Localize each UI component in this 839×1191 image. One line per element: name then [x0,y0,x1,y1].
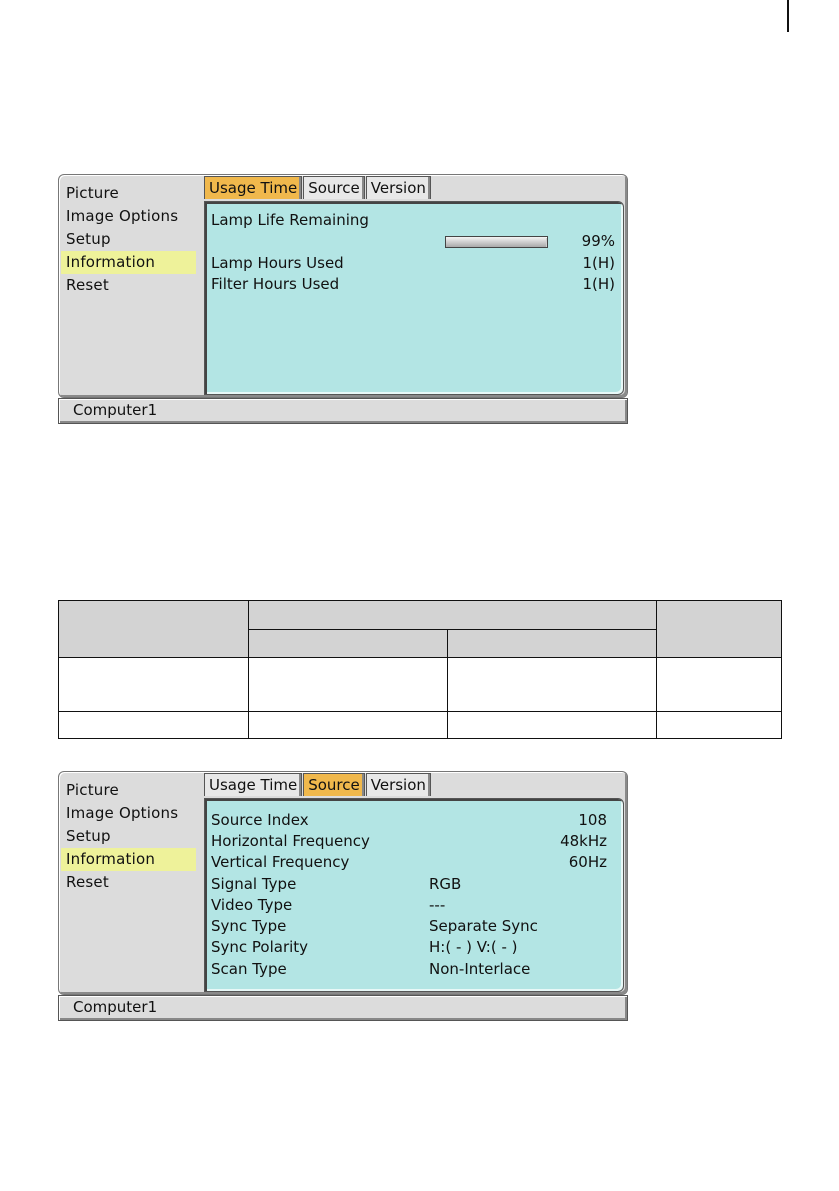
tab-source[interactable]: Source [303,176,365,199]
signal-type-value: RGB [429,875,462,893]
scan-type-label: Scan Type [211,960,287,978]
menu-item-image-options[interactable]: Image Options [66,207,179,225]
table-cell [58,657,249,712]
sync-polarity-label: Sync Polarity [211,938,309,956]
tab-bar [204,773,432,797]
menu-item-picture[interactable]: Picture [66,781,119,799]
left-menu [61,779,196,894]
table-cell [447,657,657,712]
menu-item-reset[interactable]: Reset [66,276,109,294]
table-cell [656,657,782,712]
table-header-cell [447,629,657,658]
table-cell [248,657,448,712]
vertical-frequency-label: Vertical Frequency [211,853,350,871]
horizontal-frequency-label: Horizontal Frequency [211,832,370,850]
video-type-value: --- [429,896,446,914]
table-header-cell [248,629,448,658]
menu-item-information[interactable]: Information [61,251,196,274]
horizontal-frequency-value: 48kHz [560,832,607,850]
table-cell [656,711,782,739]
sync-polarity-value: H:( - ) V:( - ) [429,938,518,956]
tab-usage-time[interactable]: Usage Time [204,773,302,796]
table-header-cell [656,600,782,658]
input-source-label: Computer1 [73,401,158,419]
sync-type-value: Separate Sync [429,917,538,935]
source-index-value: 108 [578,811,607,829]
signal-type-label: Signal Type [211,875,297,893]
filter-hours-value: 1(H) [582,275,615,293]
lamp-life-value: 99% [581,232,615,250]
sync-type-label: Sync Type [211,917,287,935]
scan-type-value: Non-Interlace [429,960,531,978]
video-type-label: Video Type [211,896,293,914]
left-menu [61,182,196,297]
table-cell [58,711,249,739]
lamp-life-bar [445,236,548,248]
status-bar [58,398,628,424]
lamp-life-bar-fill [446,237,546,247]
input-source-label: Computer1 [73,998,158,1016]
tab-version[interactable]: Version [366,176,431,199]
lamp-hours-value: 1(H) [582,254,615,272]
tab-usage-time[interactable]: Usage Time [204,176,302,199]
menu-item-picture[interactable]: Picture [66,184,119,202]
page-marker-line [787,0,789,32]
tab-version[interactable]: Version [366,773,431,796]
table-header-cell [58,600,249,658]
menu-item-information[interactable]: Information [61,848,196,871]
tab-bar [204,176,432,200]
table-cell [248,711,448,739]
info-panel [204,201,624,395]
menu-item-setup[interactable]: Setup [66,230,111,248]
table-header-cell [248,600,657,630]
lamp-life-label: Lamp Life Remaining [211,211,369,229]
vertical-frequency-value: 60Hz [568,853,607,871]
menu-item-reset[interactable]: Reset [66,873,109,891]
menu-item-image-options[interactable]: Image Options [66,804,179,822]
info-panel [204,798,624,992]
filter-hours-label: Filter Hours Used [211,275,340,293]
source-index-label: Source Index [211,811,309,829]
status-bar [58,995,628,1021]
tab-source[interactable]: Source [303,773,365,796]
menu-item-setup[interactable]: Setup [66,827,111,845]
table-cell [447,711,657,739]
lamp-hours-label: Lamp Hours Used [211,254,344,272]
